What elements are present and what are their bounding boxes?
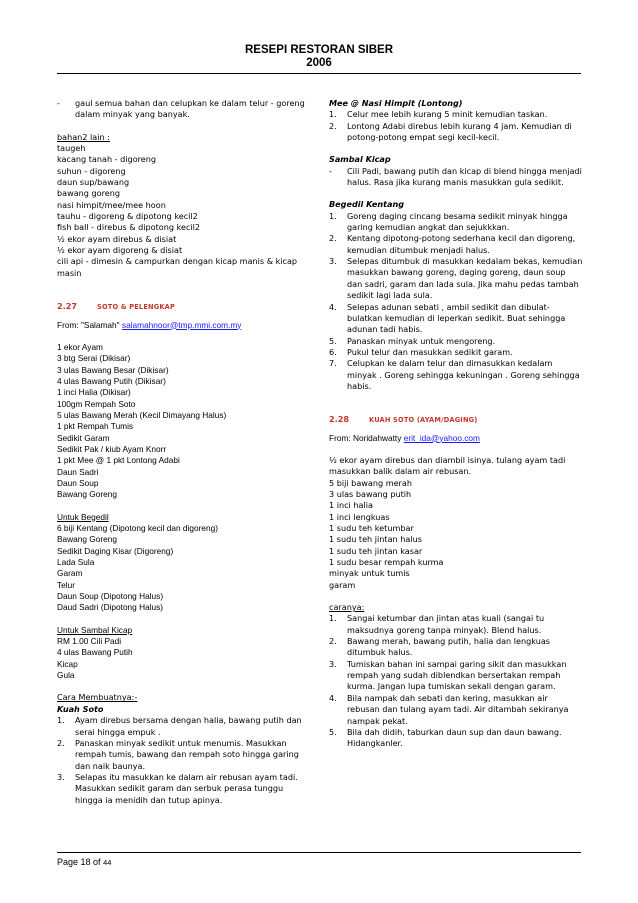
list-item: 1 inci lengkuas [329,511,390,522]
step-item: 3. Selapas itu masukkan ke dalam air rebusan ayam tadi. Masukkan sedikit garam dan serbuk perasa tunggu hingga ia menidih dan tutup apinya. [57,771,298,805]
kuah-steps [57,715,312,806]
list-item: 3 btg Serai (Dikisar) [57,353,131,364]
list-item: 6 biji Kentang (Dipotong kecil dan digoreng) [57,523,218,533]
list-item: Bawang Goreng [57,489,117,500]
list-item: 1 pkt Rempah Tumis [57,421,134,432]
list-item: Telur [57,579,75,590]
list-item: 1 inci halia [329,500,373,511]
list-item: garam [329,579,356,590]
step-item: 5. Panaskan minyak untuk mengoreng. [329,335,496,346]
list-item: 1 inci Halia (Dikisar) [57,387,131,398]
list-item: Lada Sula [57,557,95,568]
list-item: 1 sudu teh jintan halus [329,534,422,545]
list-item: Sedikit Pak / kiub Ayam Knorr [57,443,167,454]
mee-steps [329,109,583,143]
email-link[interactable]: salamahnoor@tmp.mmi.com.my [121,319,242,330]
list-item: - gaul semua bahan dan celupkan ke dalam telur - goreng dalam minyak yang banyak. [57,98,305,120]
page-total: 44 [103,858,112,867]
list-item: Sedikit Daging Kisar (Digoreng) [57,545,174,556]
right-column [329,98,583,750]
list-item: taugeh [57,143,86,154]
list-item: fish ball - direbus & dipotong kecil2 [57,222,201,233]
step-item: 2. Bawang merah, bawang putih, halia dan lengkuas ditumbuk halus. [329,636,550,658]
list-item: Daun Sadri [57,466,99,477]
list-item: Kicap [57,658,78,669]
list-item: nasi himpit/mee/mee hoon [57,199,166,210]
caranya-heading: caranya: [329,602,365,613]
list-item: ½ ekor ayam direbus & disiat [57,233,177,244]
header-title: RESEPI RESTORAN SIBER [244,44,394,56]
list-item: 1 sudu besar rempah kurma [329,557,444,568]
list-item: Sedikit Garam [57,432,110,443]
list-item: suhun - digoreng [57,165,126,176]
list-item: 3 ulas bawang putih [329,488,412,499]
step-item: 7. Celupkan ke dalam telur dan dimasukkan kedalam minyak . Goreng sehingga kekuningan . Goreng sehingga habis. [329,358,580,391]
list-item: 5 ulas Bawang Merah (Kecil Dimayang Halus) [57,409,227,420]
step-item: 4. Bila nampak dah sebati dan kering, masukkan air rebusan dan tulang ayam tadi. Air ditambah sekiranya nampak pekat. [329,692,569,726]
list-item: 4 ulas Bawang Putih [57,647,133,658]
list-item: daun sup/bawang [57,177,130,188]
list-item: cili api - dimesin & campurkan dengan kicap manis & kicap masin [57,256,298,278]
page-header [0,44,638,70]
list-item: minyak untuk tumis [329,568,410,579]
header-rule [57,73,581,74]
left-column [57,98,312,806]
step-item: 1. Celur mee lebih kurang 5 minit kemudian taskan. [329,109,548,120]
step-item: 4. Selepas adunan sebati , ambil sedikit dan dibulat-bulatkan kemudian di leperkan sedikit. Buat sehingga adunan tadi habis. [329,301,566,335]
sambal-kicap-heading: Sambal Kicap [329,154,391,165]
sambal-heading: Untuk Sambal Kicap [57,624,133,635]
list-item: 3 ulas Bawang Besar (Dikisar) [57,364,169,375]
step-item: 3. Selepas ditumbuk di masukkan kedalam bekas, kemudian masukkan bawang goreng, daging goreng, daun soup dan sadri, garam dan lada sula. Jika mahu pedas tambah sedikit lagi lada sula. [329,256,583,301]
begedil-kentang-heading: Begedil Kentang [329,199,405,210]
list-item: 1 sudu teh jintan kasar [329,545,423,556]
step-item: 1. Sangai ketumbar dan jintan atas kuali (sangai tu maksudnya goreng tanpa minyak). Blend halus. [329,613,545,635]
list-item: Daun Soup (Dipotong Halus) [57,591,164,602]
list-item: 100gm Rempah Soto [57,398,136,409]
step-item: 2. Kentang dipotong-potong sederhana kecil dan digoreng, kemudian ditumbuk menjadi halus. [329,233,576,255]
list-item: 4 ulas Bawang Putih (Dikisar) [57,375,166,386]
list-item: bawang goreng [57,188,121,199]
step-item: 3. Tumiskan bahan ini sampai garing sikit dan masukkan rempah yang sudah diblendkan bersertakan rempah kurma. Jangan lupa tumiskan sekali dengan garam. [329,658,567,692]
page-footer [57,857,111,867]
list-item: Daud Sadri (Dipotong Halus) [57,602,164,613]
kuah-heading: Kuah Soto [57,703,104,714]
bahan2-list [57,143,312,279]
method-steps [329,613,583,749]
begedil-list [57,523,312,614]
list-item: 1 ekor Ayam [57,341,103,352]
list-item: Garam [57,568,83,579]
step-item: 1. Ayam direbus bersama dengan halia, bawang putih dan serai hingga empuk . [57,715,302,737]
ingredient-list [57,342,312,501]
list-item: 1 sudu teh ketumbar [329,523,414,533]
sambal-steps [329,166,583,189]
step-item: 2. Panaskan minyak sedikit untuk menumis. Masukkan rempah tumis, bawang dan rempah soto hingga garing dan naik baunya. [57,737,299,771]
intro-text: ½ ekor ayam direbus dan diambil isinya. tulang ayam tadi masukkan balik dalam air rebusan. [329,454,566,477]
cara-heading: Cara Membuatnya:- [57,692,138,703]
ingredient-list [329,478,583,591]
mee-heading: Mee @ Nasi Himpit (Lontong) [329,98,463,108]
list-item: 5 biji bawang merah [329,477,412,488]
page-label: Page 18 of [57,857,101,867]
step-item: 6. Pukul telur dan masukkan sedikit garam. [329,346,513,357]
list-item: kacang tanah - digoreng [57,154,157,165]
list-item: 1 pkt Mee @ 1 pkt Lontong Adabi [57,455,180,466]
begedil-heading: Untuk Begedil [57,511,109,522]
list-item: Bawang Goreng [57,534,117,545]
step-item: 2. Lontong Adabi direbus lebih kurang 4 jam. Kemudian di potong-potong empat segi kecil-kecil. [329,120,572,143]
step-item: 1. Goreng daging cincang besama sedikit minyak hingga garing kemudian angkat dan sejukkkan. [329,210,568,233]
list-item: Daun Soup [57,477,99,488]
section-heading-2-28: 2.28 KUAH SOTO (AYAM/DAGING) [329,414,478,425]
header-year: 2006 [306,57,332,69]
from-line: From: Noridahwatty erit_ida@yahoo.com [329,432,480,443]
bahan2-heading: bahan2 lain : [57,131,110,142]
section-heading-2-27: 2.27 SOTO & PELENGKAP [57,301,176,312]
sambal-list [57,636,312,681]
list-item: ½ ekor ayam digoreng & disiat [57,245,183,256]
list-item: tauhu - digoreng & dipotong kecil2 [57,211,198,222]
step-item: - Cili Padi, bawang putih dan kicap di blend hingga menjadi halus. Rasa jika kurang manis masukkan gula sedikit. [329,165,582,188]
list-item: RM 1.00 Cili Padi [57,636,122,647]
footer-rule [57,852,581,853]
from-line: From: "Salamah" salamahnoor@tmp.mmi.com.my [57,319,242,330]
email-link[interactable]: erit_ida@yahoo.com [403,432,480,443]
step-item: 5. Bila dah didih, taburkan daun sup dan daun bawang. Hidangkanler. [329,726,562,749]
begedil-steps [329,211,583,393]
list-item: Gula [57,670,75,681]
